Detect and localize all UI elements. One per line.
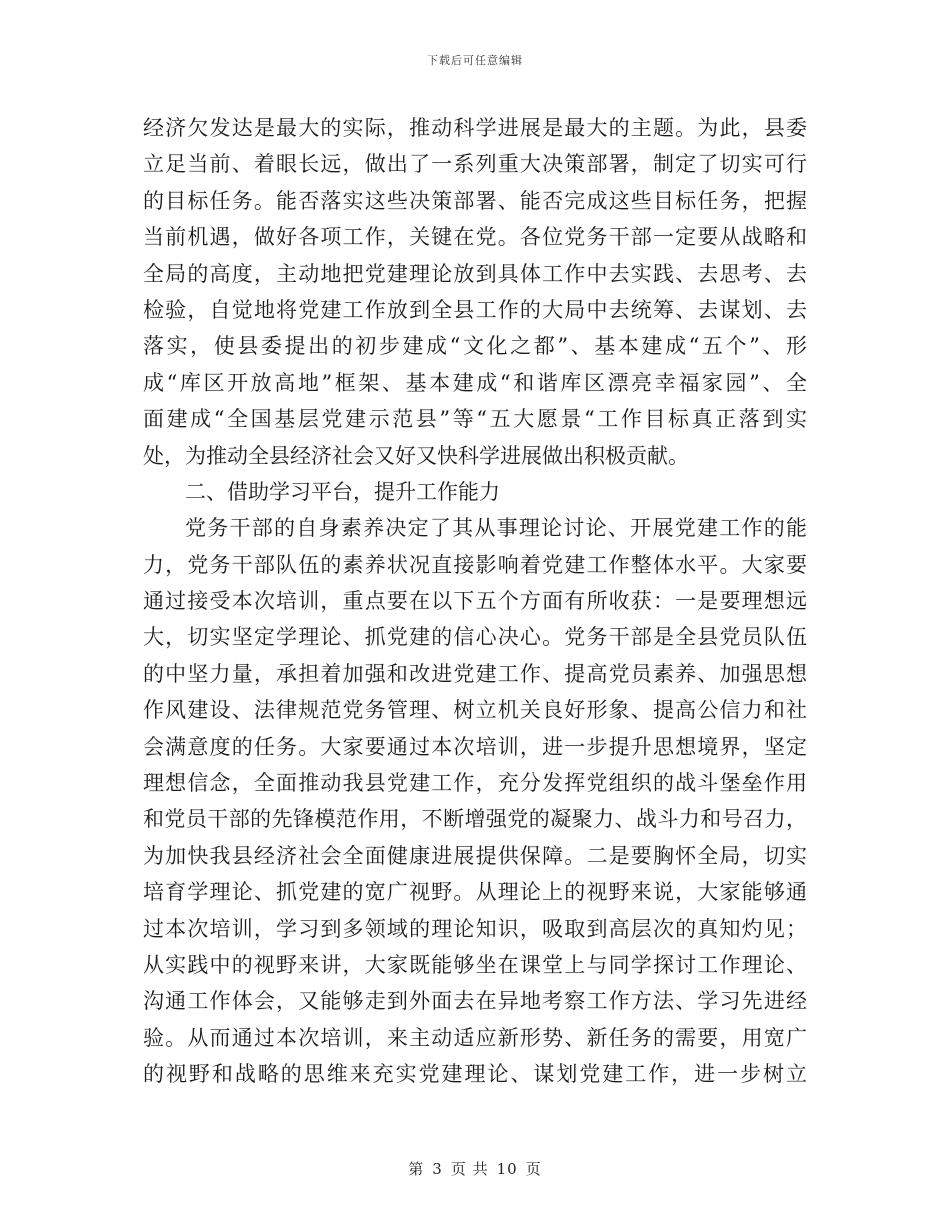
footer-current-page: 3 [432,1160,443,1178]
text-line: 通过接受本次培训，重点要在以下五个方面有所收获：一是要理想远 [143,589,807,614]
text-line: 立足当前、着眼长远，做出了一系列重大决策部署，制定了切实可行 [143,152,807,177]
text-line: 当前机遇，做好各项工作，关键在党。各位党务干部一定要从战略和 [143,225,807,250]
text-line: 会满意度的任务。大家要通过本次培训，进一步提升思想境界，坚定 [143,734,807,759]
text-line: 经济欠发达是最大的实际，推动科学进展是最大的主题。为此，县委 [143,116,807,140]
text-line: 的目标任务。能否落实这些决策部署、能否完成这些目标任务，把握 [143,188,807,213]
text-line: 的中坚力量，承担着加强和改进党建工作、提高党员素养、加强思想 [143,661,807,686]
text-line: 党务干部的自身素养决定了其从事理论讨论、开展党建工作的能 [185,516,807,541]
text-line: 大，切实坚定学理论、抓党建的信心决心。党务干部是全县党员队伍 [143,625,807,650]
footer-middle: 页 共 [450,1160,489,1178]
text-line: 和党员干部的先锋模范作用，不断增强党的凝聚力、战斗力和号召力， [143,807,807,832]
text-line: 过本次培训，学习到多领域的理论知识，吸取到高层次的真知灼见； [143,916,807,941]
text-line: 力，党务干部队伍的素养状况直接影响着党建工作整体水平。大家要 [143,552,807,577]
text-line: 检验，自觉地将党建工作放到全县工作的大局中去统筹、去谋划、去 [143,297,807,322]
text-line: 培育学理论、抓党建的宽广视野。从理论上的视野来说，大家能够通 [143,880,807,905]
text-line: 处，为推动全县经济社会又好又快科学进展做出积极贡献。 [143,443,689,468]
footer-total-pages: 10 [496,1160,518,1178]
page-footer [0,1158,950,1179]
text-line: 沟通工作体会，又能够走到外面去在异地考察工作方法、学习先进经 [143,989,807,1014]
footer-prefix: 第 [408,1160,425,1178]
text-line: 为加快我县经济社会全面健康进展提供保障。二是要胸怀全局，切实 [143,843,807,868]
text-line: 验。从而通过本次培训，来主动适应新形势、新任务的需要，用宽广 [143,1025,807,1050]
document-body [143,110,807,1093]
footer-suffix: 页 [525,1160,542,1178]
text-line: 面建成“全国基层党建示范县”等“五大愿景“工作目标真正落到实 [143,407,807,432]
text-line: 全局的高度，主动地把党建理论放到具体工作中去实践、去思考、去 [143,261,807,286]
text-line: 作风建设、法律规范党务管理、树立机关良好形象、提高公信力和社 [143,698,807,723]
text-line: 的视野和战略的思维来充实党建理论、谋划党建工作，进一步树立 [143,1062,807,1087]
text-line: 理想信念，全面推动我县党建工作，充分发挥党组织的战斗堡垒作用 [143,771,807,796]
text-line: 从实践中的视野来讲，大家既能够坐在课堂上与同学探讨工作理论、 [143,952,807,977]
page-header: 下载后可任意编辑 [427,54,523,67]
text-line: 落实，使县委提出的初步建成“文化之都”、基本建成“五个”、形 [143,334,807,359]
text-line: 成“库区开放高地”框架、基本建成“和谐库区漂亮幸福家园”、全 [143,370,807,395]
text-line: 二、借助学习平台，提升工作能力 [185,479,500,504]
